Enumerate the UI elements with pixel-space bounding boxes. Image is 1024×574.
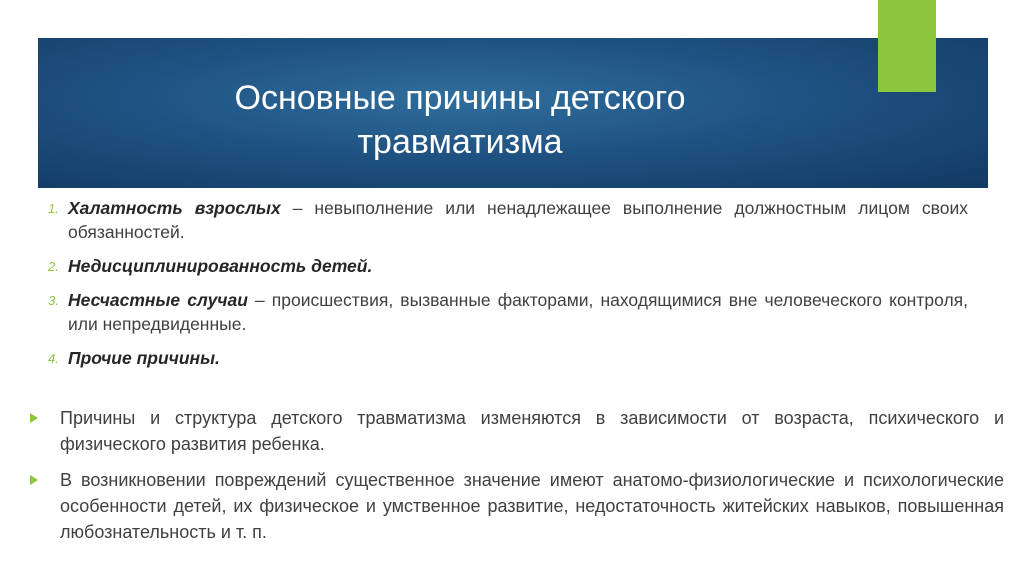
- list-number: 1.: [48, 201, 59, 216]
- bullet-item: [30, 405, 1004, 457]
- list-term: Недисциплинированность детей.: [68, 256, 373, 276]
- slide-title: [150, 76, 770, 164]
- list-term: Халатность взрослых: [68, 198, 281, 218]
- list-number: 4.: [48, 351, 59, 366]
- causes-list: [48, 196, 968, 380]
- list-term: Прочие причины.: [68, 348, 220, 368]
- list-item: [48, 196, 968, 244]
- bullet-list: [30, 405, 1004, 555]
- accent-bar: [878, 0, 936, 92]
- arrow-bullet-icon: [30, 413, 38, 423]
- list-item: [48, 254, 968, 278]
- list-item: [48, 346, 968, 370]
- slide-title-line-1: Основные причины детского: [234, 79, 686, 117]
- list-number: 2.: [48, 259, 59, 274]
- list-term: Несчастные случаи: [68, 290, 248, 310]
- list-number: 3.: [48, 293, 59, 308]
- list-text: – происшествия, вызванные факторами, находящимися вне человеческого контроля, или непредвиденные.: [68, 290, 968, 334]
- slide-title-line-2: травматизма: [357, 123, 563, 161]
- list-item: [48, 288, 968, 336]
- arrow-bullet-icon: [30, 475, 38, 485]
- bullet-item: [30, 467, 1004, 545]
- list-text: – невыполнение или ненадлежащее выполнение должностным лицом своих обязанностей.: [68, 198, 968, 242]
- bullet-text: Причины и структура детского травматизма изменяются в зависимости от возраста, психического и физического развития ребенка.: [60, 408, 1004, 454]
- bullet-text: В возникновении повреждений существенное значение имеют анатомо-физиологические и психологические особенности детей, их физическое и умственное развитие, недостаточность житейских навыков, повышенная любознательность и т. п.: [60, 470, 1004, 542]
